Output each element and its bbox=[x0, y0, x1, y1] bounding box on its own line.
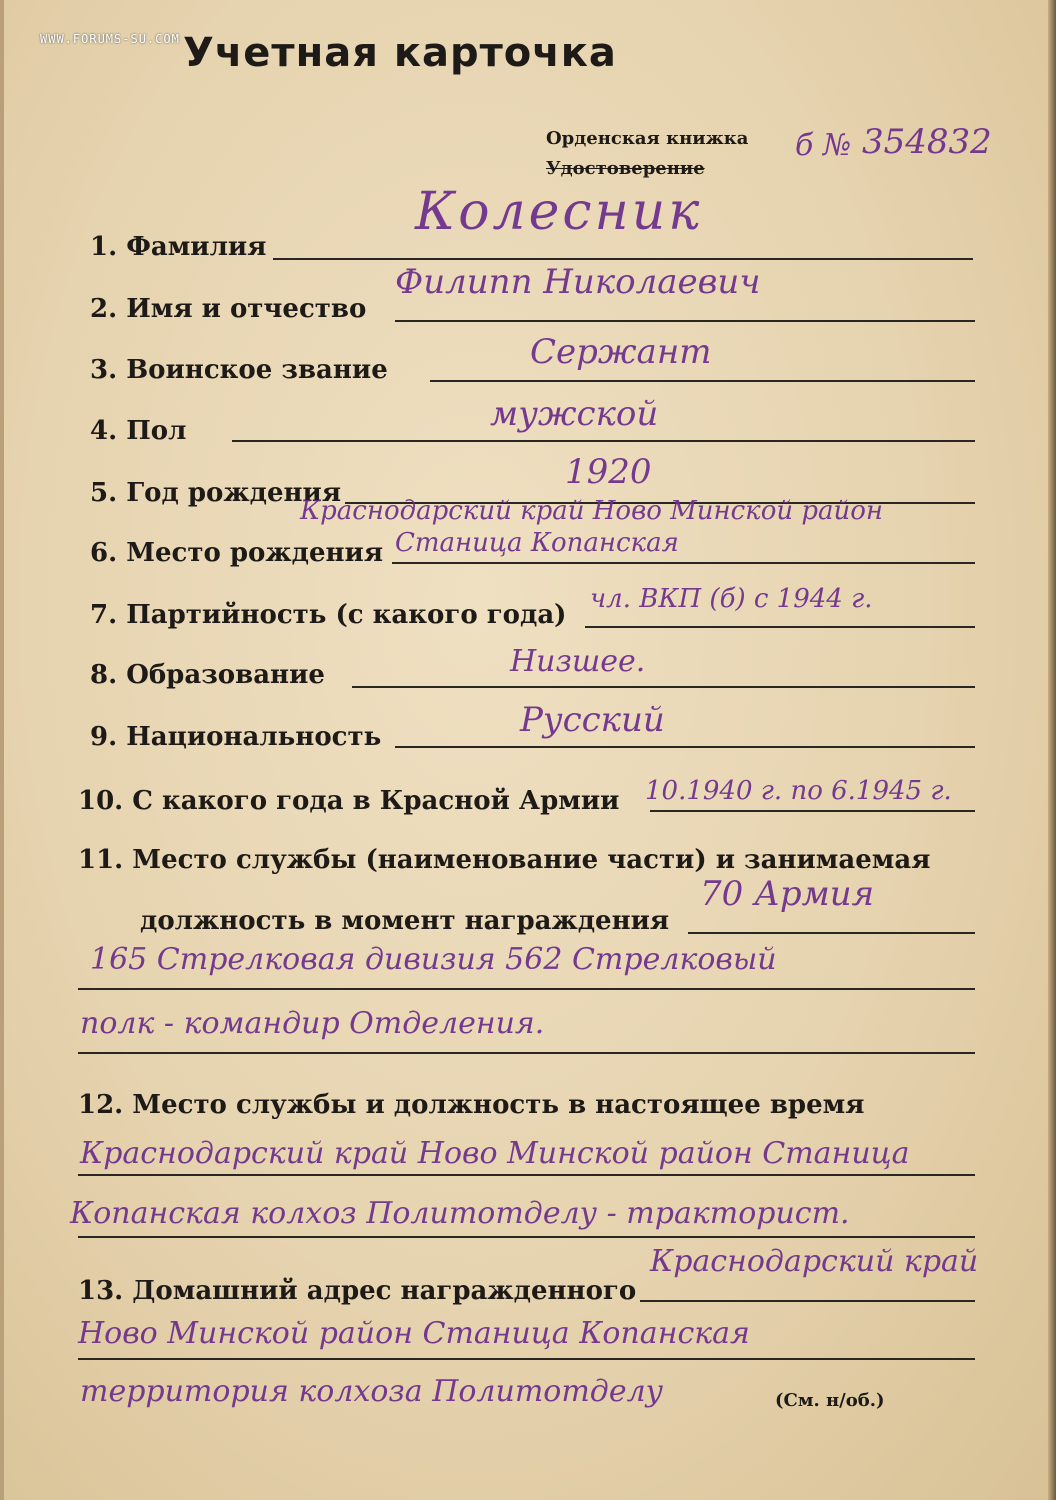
field-line-service-place-2 bbox=[78, 988, 975, 990]
field-label-party: 7. Партийность (с какого года) bbox=[90, 600, 567, 630]
field-value-surname: Колесник bbox=[415, 182, 703, 242]
field-label-rank: 3. Воинское звание bbox=[90, 355, 388, 385]
card-left-edge bbox=[0, 0, 4, 1500]
field-value-home-address-line1: Краснодарский край bbox=[650, 1244, 979, 1279]
field-line-home-address-2 bbox=[78, 1358, 975, 1360]
field-label-name: 2. Имя и отчество bbox=[90, 294, 367, 324]
field-value-birthplace-line1: Краснодарский край Ново Минской район bbox=[300, 496, 884, 526]
field-value-service-place-army: 70 Армия bbox=[700, 874, 875, 914]
field-value-home-address-line2: Ново Минской район Станица Копанская bbox=[78, 1316, 750, 1351]
field-value-current-service-line1: Краснодарский край Ново Минской район Станица bbox=[80, 1136, 910, 1171]
number-prefix: б № bbox=[795, 128, 852, 163]
field-line-sex bbox=[232, 440, 975, 442]
field-line-home-address-1 bbox=[640, 1300, 975, 1302]
field-value-nationality: Русский bbox=[520, 700, 665, 740]
field-value-army-since: 10.1940 г. по 6.1945 г. bbox=[645, 776, 952, 806]
field-label-sex: 4. Пол bbox=[90, 416, 187, 446]
field-label-home-address: 13. Домашний адрес награжденного bbox=[78, 1276, 637, 1306]
card-title: Учетная карточка bbox=[183, 30, 617, 76]
certificate-label: Удостоверение bbox=[546, 158, 705, 179]
field-label-education: 8. Образование bbox=[90, 660, 325, 690]
field-line-current-service-1 bbox=[78, 1174, 975, 1176]
watermark: WWW.FORUMS-SU.COM bbox=[40, 32, 180, 46]
field-value-education: Низшее. bbox=[510, 644, 646, 679]
field-line-rank bbox=[430, 380, 975, 382]
field-line-name bbox=[395, 320, 975, 322]
field-label-birth-year: 5. Год рождения bbox=[90, 478, 342, 508]
field-value-rank: Сержант bbox=[530, 332, 712, 372]
field-value-party: чл. ВКП (б) с 1944 г. bbox=[590, 584, 873, 614]
order-book-number: 354832 bbox=[862, 122, 992, 162]
card-right-edge bbox=[1048, 0, 1056, 1500]
field-label-nationality: 9. Национальность bbox=[90, 722, 382, 752]
field-line-education bbox=[352, 686, 975, 688]
field-label-service-place-line2: должность в момент награждения bbox=[140, 906, 670, 936]
order-book-label: Орденская книжка bbox=[546, 128, 749, 149]
field-line-service-place-1 bbox=[688, 932, 975, 934]
field-value-current-service-line2: Копанская колхоз Политотделу - тракторист. bbox=[70, 1196, 850, 1231]
field-line-party bbox=[585, 626, 975, 628]
field-value-birth-year: 1920 bbox=[565, 452, 652, 492]
field-label-current-service: 12. Место службы и должность в настоящее время bbox=[78, 1090, 865, 1120]
see-reverse-note: (См. н/об.) bbox=[775, 1390, 885, 1411]
field-line-service-place-3 bbox=[78, 1052, 975, 1054]
field-line-surname bbox=[273, 258, 973, 260]
field-value-birthplace-line2: Станица Копанская bbox=[395, 528, 679, 558]
field-line-current-service-2 bbox=[78, 1236, 975, 1238]
field-value-service-place-position: полк - командир Отделения. bbox=[80, 1006, 545, 1041]
field-value-name: Филипп Николаевич bbox=[395, 262, 761, 302]
field-value-service-place-division: 165 Стрелковая дивизия 562 Стрелковый bbox=[90, 942, 777, 977]
field-label-service-place-line1: 11. Место службы (наименование части) и занимаемая bbox=[78, 845, 931, 875]
field-label-birthplace: 6. Место рождения bbox=[90, 538, 384, 568]
field-label-army-since: 10. С какого года в Красной Армии bbox=[78, 786, 620, 816]
field-value-sex: мужской bbox=[490, 394, 659, 434]
field-line-birthplace bbox=[392, 562, 975, 564]
field-value-home-address-line3: территория колхоза Политотделу bbox=[80, 1374, 664, 1409]
field-line-nationality bbox=[395, 746, 975, 748]
field-line-army-since bbox=[650, 810, 975, 812]
field-label-surname: 1. Фамилия bbox=[90, 232, 267, 262]
